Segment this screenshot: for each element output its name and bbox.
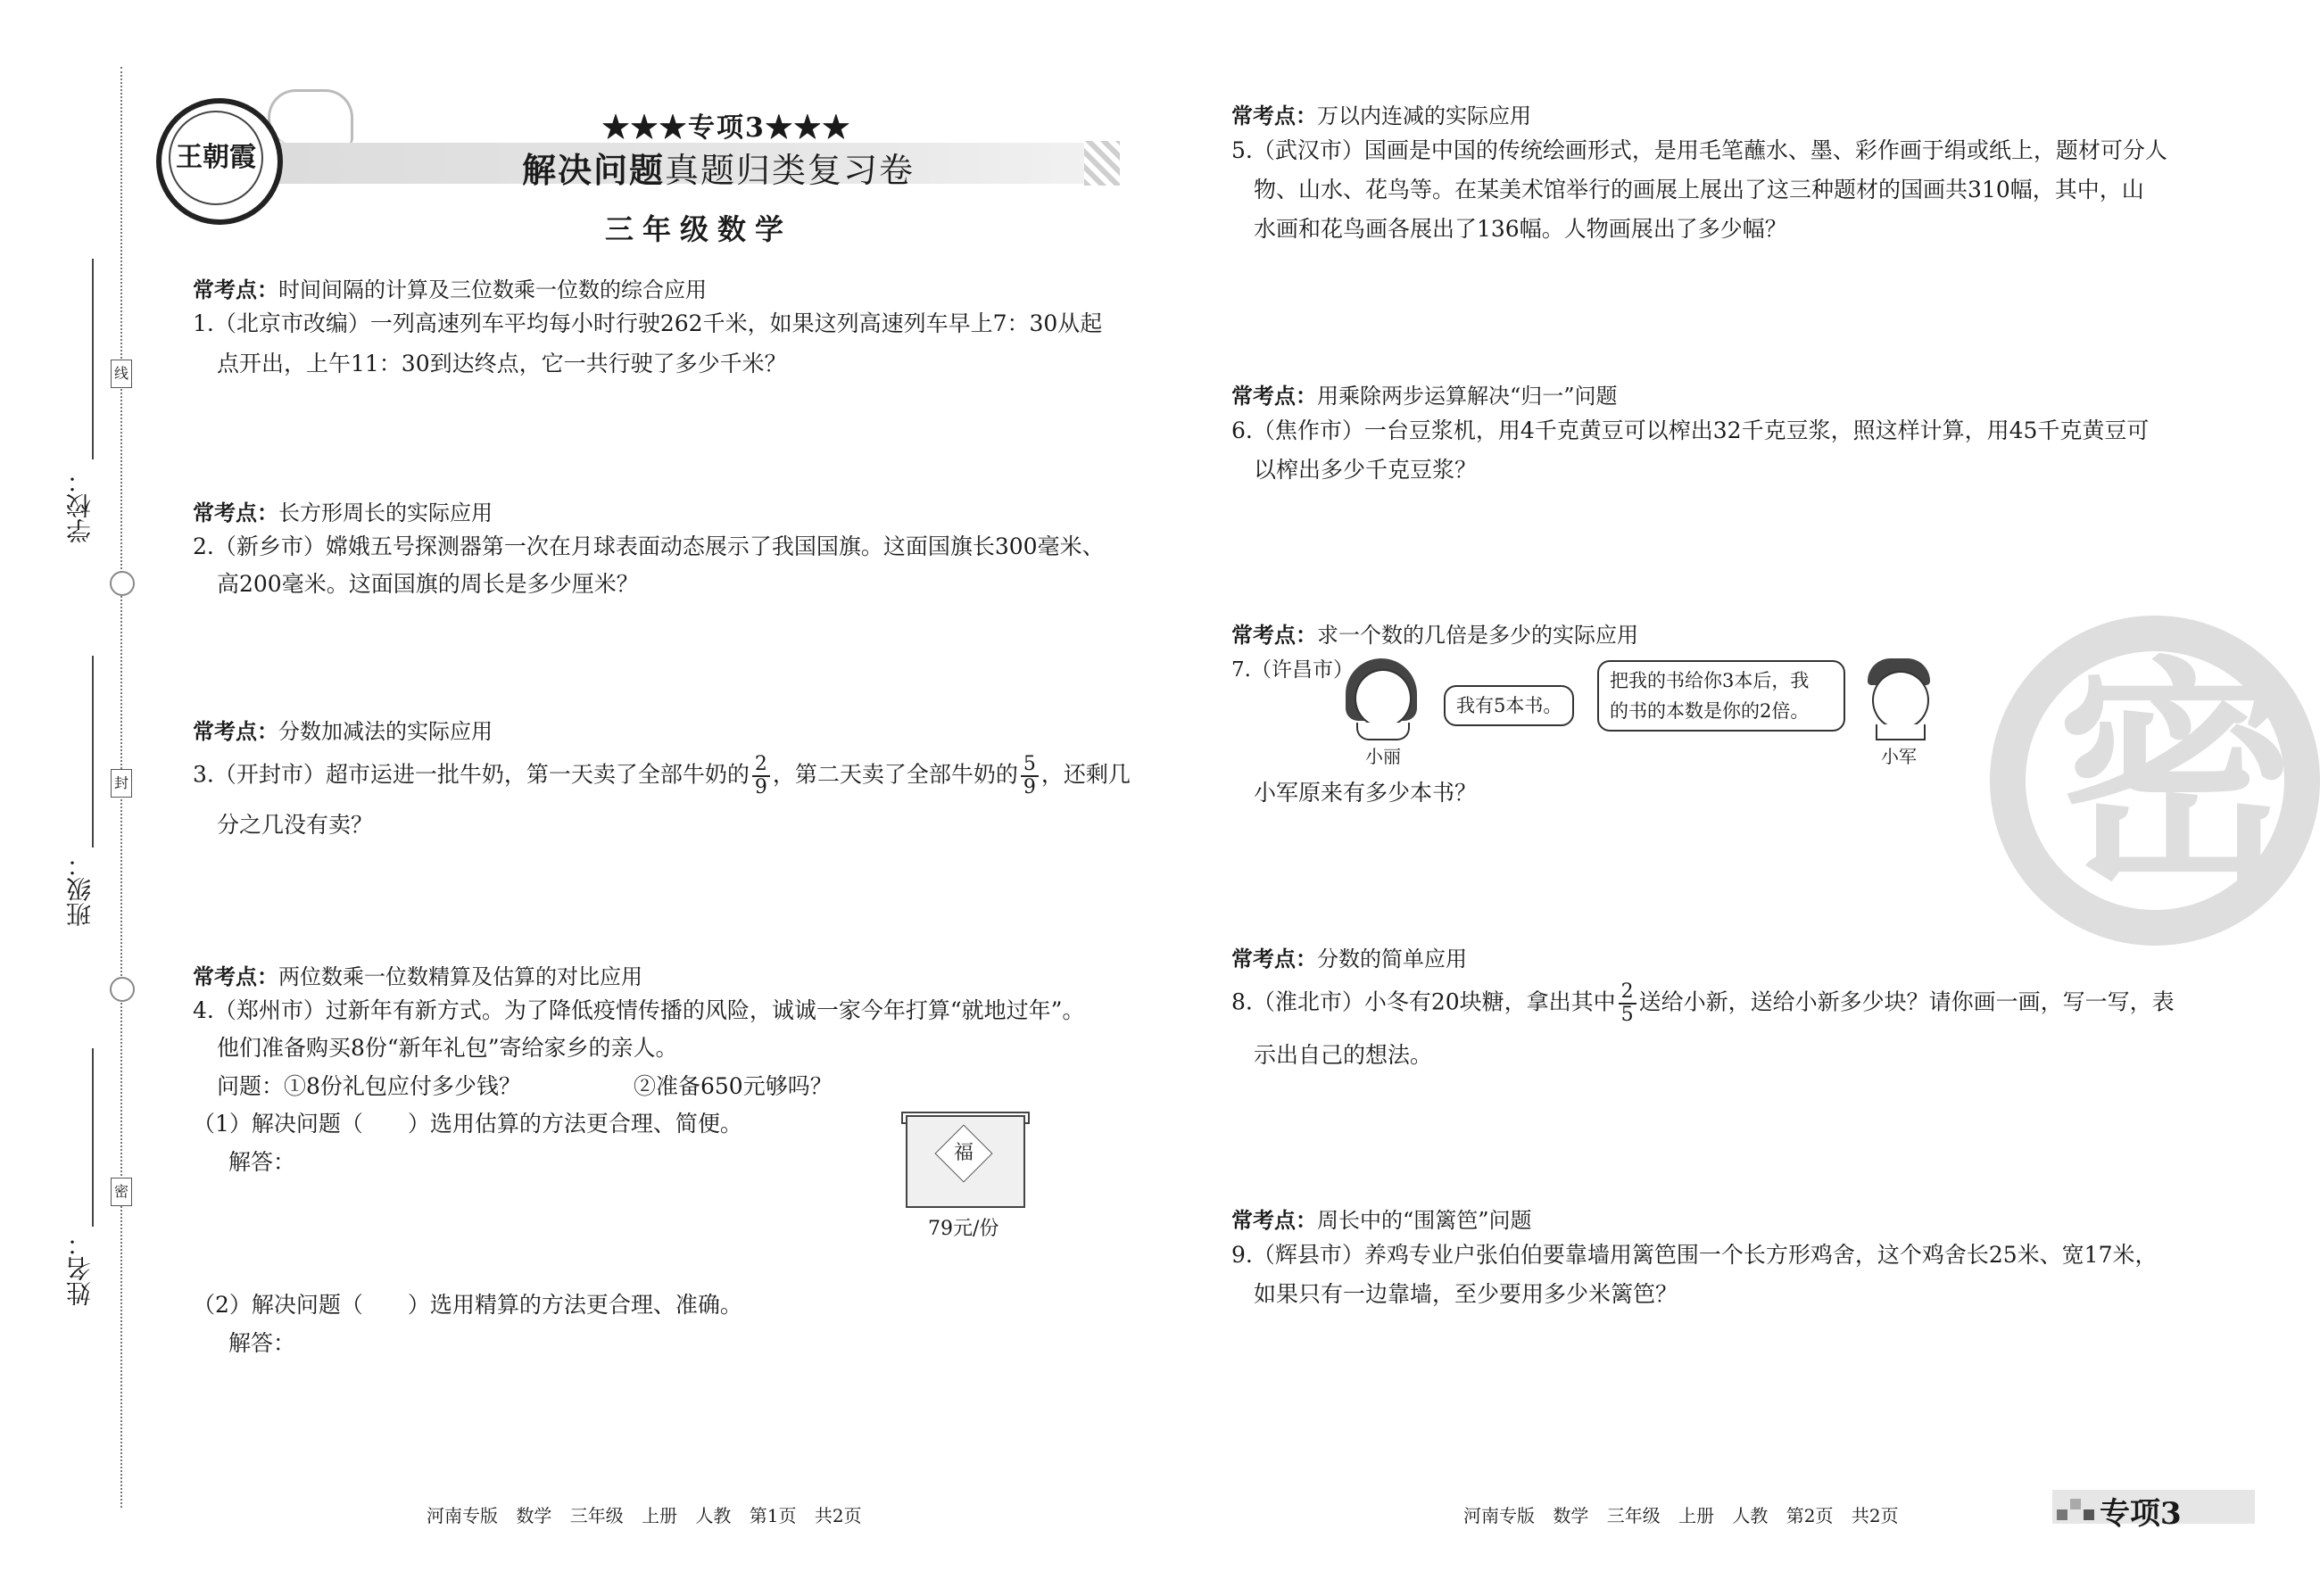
binding-mark-seal: 封 [111,769,132,798]
kaodian-6 [1231,378,1618,409]
boy-speech-line-1: 把我的书给你3本后，我 [1610,670,1810,691]
question-3-line-2: 分之几没有卖？ [217,812,374,838]
class-field[interactable] [92,656,94,848]
question-4-sub-1: （1）解决问题（ ）选用估算的方法更合理、简便。 [193,1111,742,1137]
footer-left: 河南专版 数学 三年级 上册 人教 第1页 共2页 [427,1505,862,1526]
kaodian-topic: 长方形周长的实际应用 [278,500,493,525]
question-8-line-1 [1231,981,2175,1026]
school-field[interactable] [92,259,94,459]
numerator: 2 [752,754,770,777]
question-4-line-1: 4.（郑州市）过新年有新方式。为了降低疫情传播的风险，诚诚一家今年打算“就地过年”。 [193,997,1085,1023]
question-9-line-1: 9.（辉县市）养鸡专业户张伯伯要靠墙用篱笆围一个长方形鸡舍，这个鸡舍长25米、宽17米， [1231,1242,2158,1268]
girl-body [1356,723,1410,740]
q3-text-b: ，第二天卖了全部牛奶的 [772,761,1018,788]
kaodian-5 [1231,98,1531,129]
kaodian-label: 常考点： [193,277,278,302]
kaodian-topic: 分数的简单应用 [1317,947,1467,972]
kaodian-topic: 求一个数的几倍是多少的实际应用 [1317,623,1638,648]
gift-box-image [906,1115,1025,1208]
numerator: 2 [1619,981,1636,1005]
question-5-line-1: 5.（武汉市）国画是中国的传统绘画形式，是用毛笔蘸水、墨、彩作画于绢或纸上，题材可分人 [1231,137,2167,163]
kaodian-label: 常考点： [1231,1207,1317,1233]
boy-icon [1872,671,1929,730]
denominator: 5 [1620,1004,1634,1026]
brand-logo [156,98,283,225]
kaodian-4 [193,959,642,990]
name-field[interactable] [92,1048,94,1227]
kaodian-topic: 时间间隔的计算及三位数乘一位数的综合应用 [278,277,707,302]
fraction [1619,981,1636,1026]
question-7-question: 小军原来有多少本书？ [1254,780,1478,806]
checker-decoration [1084,141,1120,186]
question-1-line-2: 点开出，上午11：30到达终点，它一共行驶了多少千米？ [217,351,787,376]
class-label: 班级： [65,852,95,927]
kaodian-label: 常考点： [1231,946,1317,972]
kaodian-topic: 周长中的“围篱笆”问题 [1317,1208,1532,1233]
answer-label-2: 解答： [228,1330,296,1356]
kaodian-topic: 用乘除两步运算解决“归一”问题 [1317,384,1618,409]
title-rest: 真题归类复习卷 [665,151,916,190]
name-label: 姓名： [65,1231,95,1306]
q3-text-a: 3.（开封市）超市运进一批牛奶，第一天卖了全部牛奶的 [193,761,750,788]
ribbon-decoration [268,89,353,145]
seal-char: 密 [2057,634,2298,918]
footer-right: 河南专版 数学 三年级 上册 人教 第2页 共2页 [1463,1505,1899,1526]
q3-text-c: ，还剩几 [1040,761,1131,788]
question-9-line-2: 如果只有一边靠墙，至少要用多少米篱笆？ [1254,1281,1678,1307]
kaodian-label: 常考点： [193,500,278,525]
kaodian-8 [1231,941,1467,972]
tag-square-decoration [2057,1509,2067,1520]
q8-text-b: 送给小新，送给小新多少块？请你画一画，写一写，表 [1638,988,2175,1015]
swirl-icon [110,977,135,1002]
tag-square-decoration [2070,1499,2081,1509]
swirl-icon [110,571,135,596]
girl-name: 小丽 [1365,746,1401,767]
kaodian-2 [193,495,493,526]
q8-text-a: 8.（淮北市）小冬有20块糖，拿出其中 [1231,988,1616,1015]
school-label: 学校： [65,468,95,543]
question-4-line-2: 他们准备购买8份“新年礼包”寄给家乡的亲人。 [217,1035,678,1061]
page-title [522,143,915,192]
question-4-prompt-b: ②准备650元够吗？ [634,1073,833,1099]
question-3-line-1 [193,754,1131,798]
denominator: 9 [754,776,767,798]
kaodian-9 [1231,1203,1532,1234]
girl-icon [1355,669,1412,728]
fu-char: 福 [953,1142,974,1164]
question-4-prompt-a: 问题：①8份礼包应付多少钱？ [217,1073,521,1099]
kaodian-topic: 分数加减法的实际应用 [278,719,493,744]
kaodian-label: 常考点： [1231,103,1317,128]
question-6-line-1: 6.（焦作市）一台豆浆机，用4千克黄豆可以榨出32千克豆浆，照这样计算，用45千克黄豆可 [1231,418,2150,443]
kaodian-1 [193,272,707,303]
boy-speech-line-2: 的书的本数是你的2倍。 [1610,700,1810,722]
tag-square-decoration [2084,1509,2094,1520]
kaodian-3 [193,714,493,745]
question-8-line-2: 示出自己的想法。 [1254,1042,1433,1068]
question-5-line-3: 水画和花鸟画各展出了136幅。人物画展出了多少幅？ [1254,216,1787,242]
question-1-line-1: 1.（北京市改编）一列高速列车平均每小时行驶262千米，如果这列高速列车早上7：30从起 [193,310,1103,336]
answer-label-1: 解答： [228,1149,296,1175]
kaodian-topic: 万以内连减的实际应用 [1317,103,1531,128]
question-4-sub-2: （2）解决问题（ ）选用精算的方法更合理、准确。 [193,1292,742,1318]
logo-text: 王朝霞 [169,111,263,205]
denominator: 9 [1023,776,1036,798]
kaodian-label: 常考点： [1231,622,1317,648]
boy-body [1876,724,1926,740]
section-tag: 专项3 [2100,1496,2182,1532]
fu-label [934,1124,992,1182]
boy-speech-bubble [1597,660,1845,732]
fraction [1021,754,1039,798]
question-6-line-2: 以榨出多少千克豆浆？ [1254,457,1478,483]
binding-mark-secret: 密 [111,1178,132,1206]
kaodian-topic: 两位数乘一位数精算及估算的对比应用 [278,964,642,989]
question-7-line-1: 7.（许昌市） [1231,658,1354,682]
title-bold: 解决问题 [522,150,666,190]
kaodian-label: 常考点： [193,718,278,744]
kaodian-7 [1231,617,1638,649]
question-5-line-2: 物、山水、花鸟等。在某美术馆举行的画展上展出了这三种题材的国画共310幅，其中，山 [1254,177,2144,203]
question-2-line-1: 2.（新乡市）嫦娥五号探测器第一次在月球表面动态展示了我国国旗。这面国旗长300毫米、 [193,533,1105,559]
binding-mark-line: 线 [111,360,132,388]
fraction [752,754,770,798]
girl-speech-bubble: 我有5本书。 [1444,685,1574,726]
kaodian-label: 常考点： [1231,383,1317,409]
series-title: ★★★专项3★★★ [602,112,851,144]
boy-name: 小军 [1881,746,1917,767]
grade-title: 三年级数学 [605,212,793,246]
gift-price: 79元/份 [928,1218,999,1240]
kaodian-label: 常考点： [193,963,278,989]
question-2-line-2: 高200毫米。这面国旗的周长是多少厘米？ [217,571,639,597]
numerator: 5 [1021,754,1039,777]
